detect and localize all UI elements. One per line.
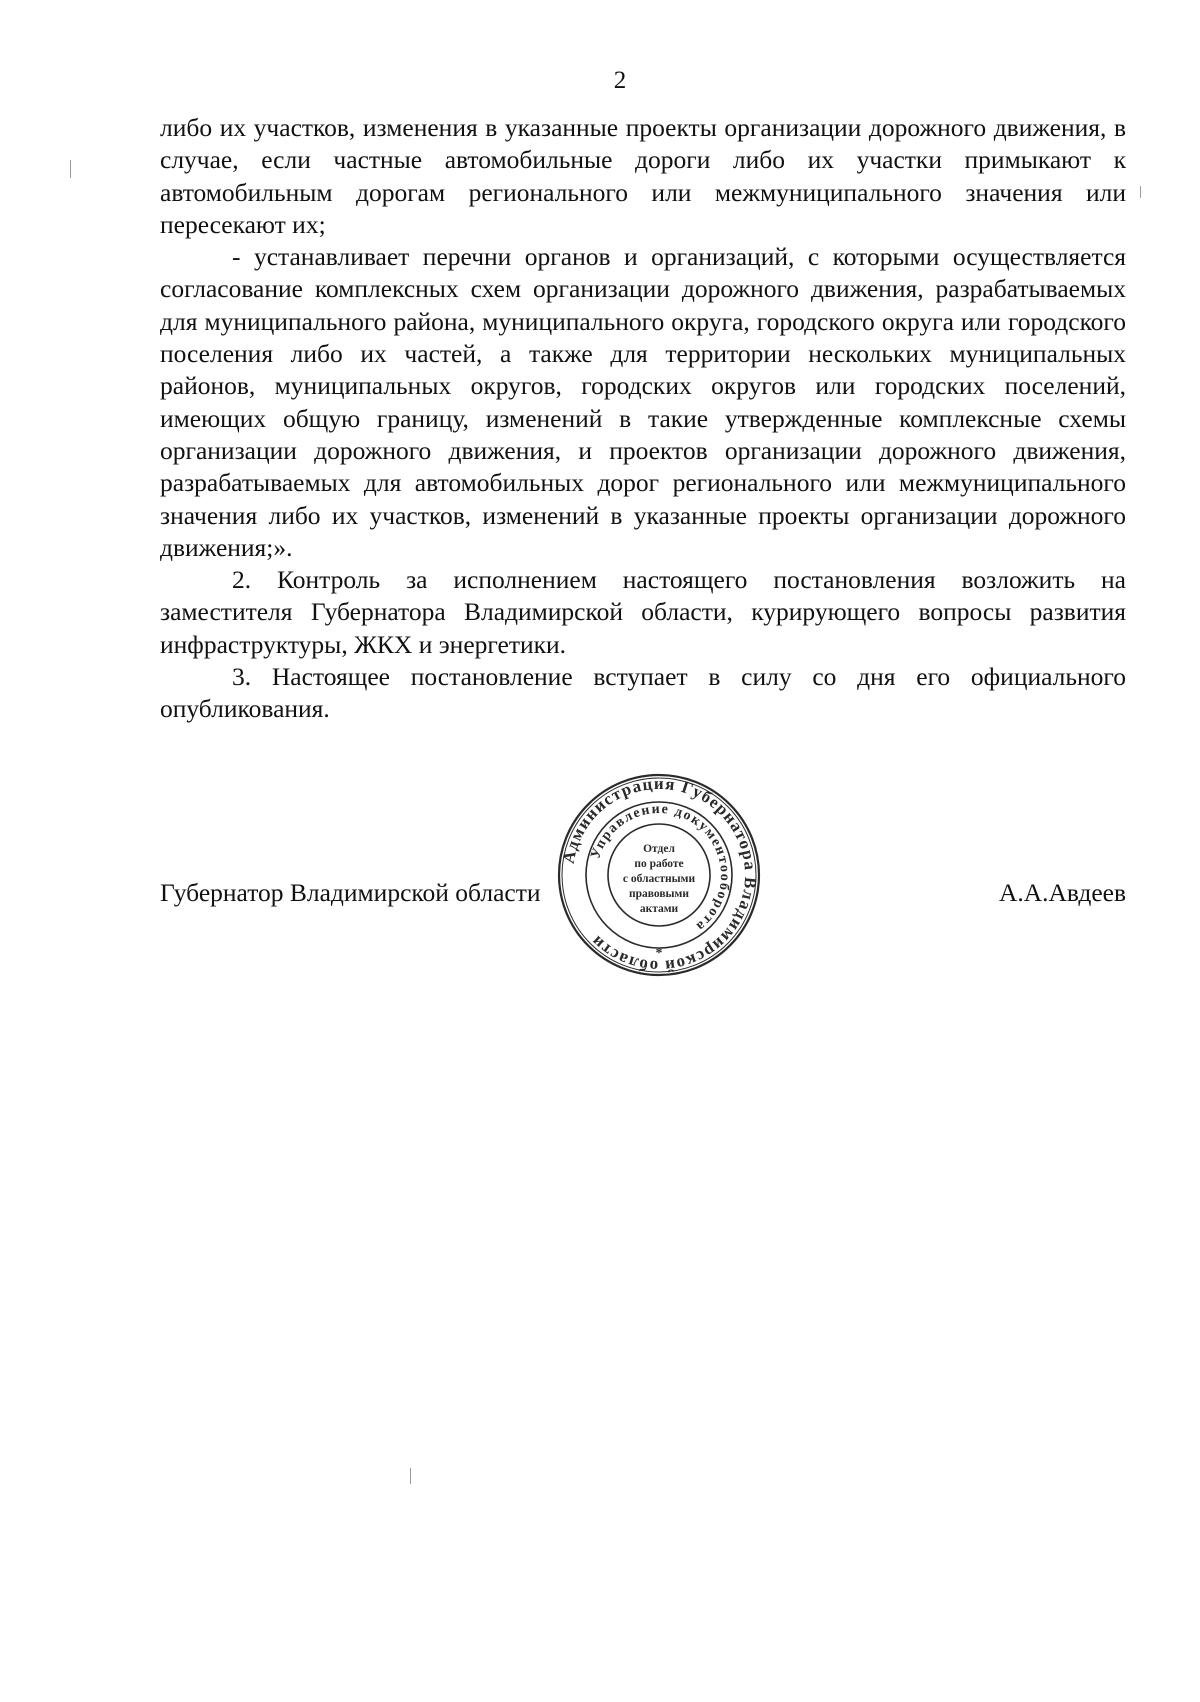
scan-artifact-mark	[70, 160, 71, 178]
seal-center-line-2: по работе	[634, 858, 684, 870]
seal-center-line-1: Отдел	[643, 843, 675, 855]
signatory-title: Губернатор Владимирской области	[160, 878, 541, 907]
signatory-name: А.А.Авдеев	[998, 878, 1126, 907]
scan-artifact-mark	[410, 1468, 411, 1484]
seal-outer-text: Администрация Губернатора Владимирской области	[558, 773, 761, 977]
scan-artifact-mark	[1140, 186, 1141, 198]
paragraph-list-item: - устанавливает перечни органов и организаций, с которыми осуществляется согласование комплексных схем организации дорожного движения, разрабатываемых для муниципального района, муниципального округа, городского округа или городского поселения либо их частей, а также для территории нескольких муниципальных районов, муниципальных округов, городских округов или городских поселений, имеющих общую границу, изменений в такие утвержденные комплексные схемы организации дорожного движения, и проектов организации дорожного движения, разрабатываемых для автомобильных дорог регионального или межмуниципального значения либо их участков, изменений в указанные проекты организации дорожного движения;».	[160, 242, 1126, 562]
seal-center-line-3: с областными	[622, 873, 696, 885]
page-number: 2	[613, 67, 627, 94]
paragraph-control-clause: 2. Контроль за исполнением настоящего постановления возложить на заместителя Губернатора Владимирской области, курирующего вопросы развития инфраструктуры, ЖКХ и энергетики.	[160, 565, 1126, 659]
document-body	[160, 112, 1126, 726]
seal-center-line-5: актами	[639, 903, 679, 915]
official-seal-stamp	[556, 772, 762, 978]
paragraph-effective-clause: 3. Настоящее постановление вступает в силу со дня его официального опубликования.	[160, 662, 1126, 724]
paragraph-continuation: либо их участков, изменения в указанные проекты организации дорожного движения, в случае, если частные автомобильные дороги либо их участки примыкают к автомобильным дорогам регионального или межмуниципального значения или пересекают их;	[160, 113, 1126, 239]
seal-graphic	[556, 772, 762, 978]
seal-star-mark: *	[655, 946, 663, 961]
seal-inner-ring-text: Управление документооборота	[588, 801, 733, 935]
seal-center-line-4: правовыми	[628, 888, 690, 900]
